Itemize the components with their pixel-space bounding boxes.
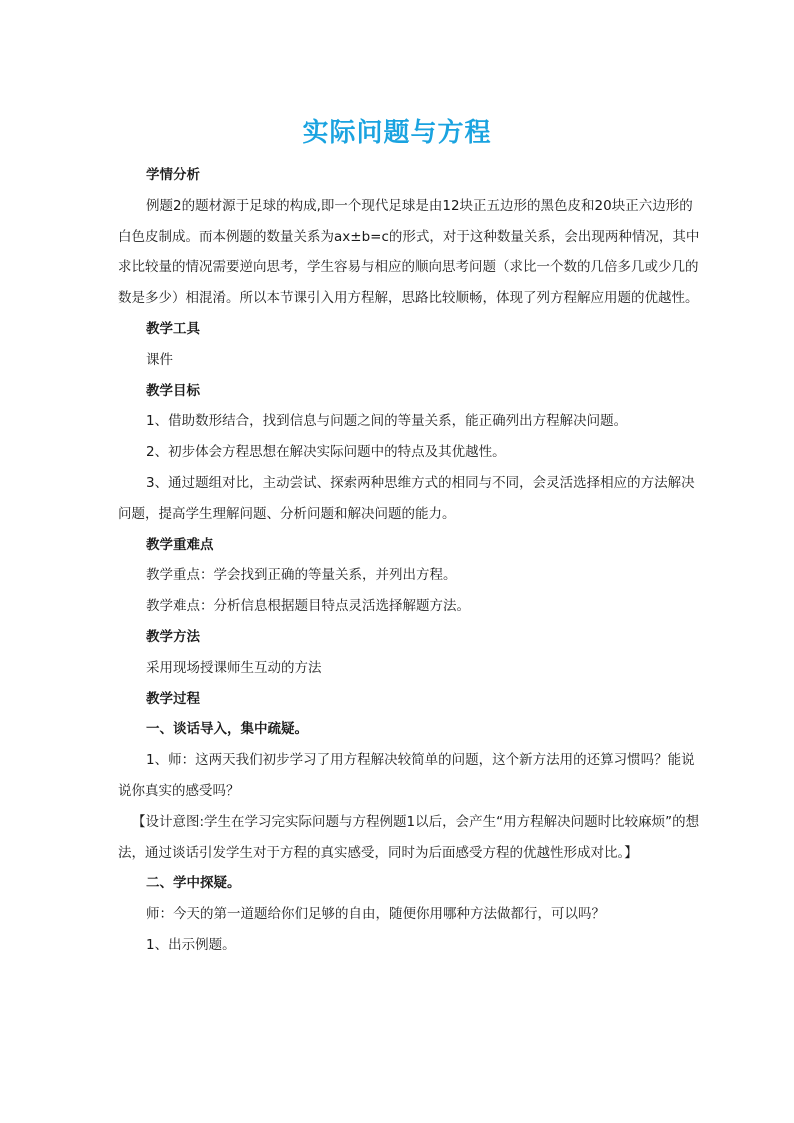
difficulty-heading: 教学重难点 (146, 536, 214, 553)
page-title: 实际问题与方程 (302, 118, 492, 148)
key-point: 教学重点：学会找到正确的等量关系，并列出方程。 (146, 567, 457, 584)
analysis-paragraph: 例题2的题材源于足球的构成,即一个现代足球是由12块正五边形的黑色皮和20块正六边形的白色皮制成。而本例题的数量关系为ax±b=c的形式，对于这种数量关系，会出现两种情况，其中求比较量的情况需要逆向思考，学生容易与相应的顺向思考问题（求比一个数的几倍多几或少几的数是多少）相混淆。所以本节课引入用方程解，思路比较顺畅，体现了列方程解应用题的优越性。 (118, 197, 700, 307)
analysis-heading: 学情分析 (146, 167, 200, 183)
goal-item-3: 3、通过题组对比，主动尝试、探索两种思维方式的相同与不同，会灵活选择相应的方法解决问题，提高学生理解问题、分析问题和解决问题的能力。 (118, 474, 695, 522)
part-2-paragraph: 师：今天的第一道题给你们足够的自由，随便你用哪种方法做都行，可以吗？ (146, 906, 605, 923)
method-heading: 教学方法 (146, 628, 200, 645)
goal-item-1: 1、借助数形结合，找到信息与问题之间的等量关系，能正确列出方程解决问题。 (146, 413, 628, 430)
document-body (118, 160, 700, 961)
process-heading: 教学过程 (146, 690, 200, 707)
tools-paragraph: 课件 (146, 351, 173, 368)
method-paragraph: 采用现场授课师生互动的方法 (146, 659, 322, 676)
goal-item-2: 2、初步体会方程思想在解决实际问题中的特点及其优越性。 (146, 444, 506, 461)
goals-heading: 教学目标 (146, 382, 200, 399)
part-1-item: 1、师：这两天我们初步学习了用方程解决较简单的问题，这个新方法用的还算习惯吗？能说说你真实的感受吗？ (118, 752, 695, 799)
part-2-heading: 二、学中探疑。 (146, 875, 241, 892)
hard-point: 教学难点：分析信息根据题目特点灵活选择解题方法。 (146, 598, 470, 615)
part-1-heading: 一、谈话导入，集中疏疑。 (146, 721, 308, 738)
part-2-item: 1、出示例题。 (146, 936, 236, 953)
design-intent-note: 【设计意图:学生在学习完实际问题与方程例题1以后，会产生“用方程解决问题时比较麻烦”的想法，通过谈话引发学生对于方程的真实感受，同时为后面感受方程的优越性形成对比。】 (118, 813, 700, 861)
tools-heading: 教学工具 (146, 320, 200, 337)
